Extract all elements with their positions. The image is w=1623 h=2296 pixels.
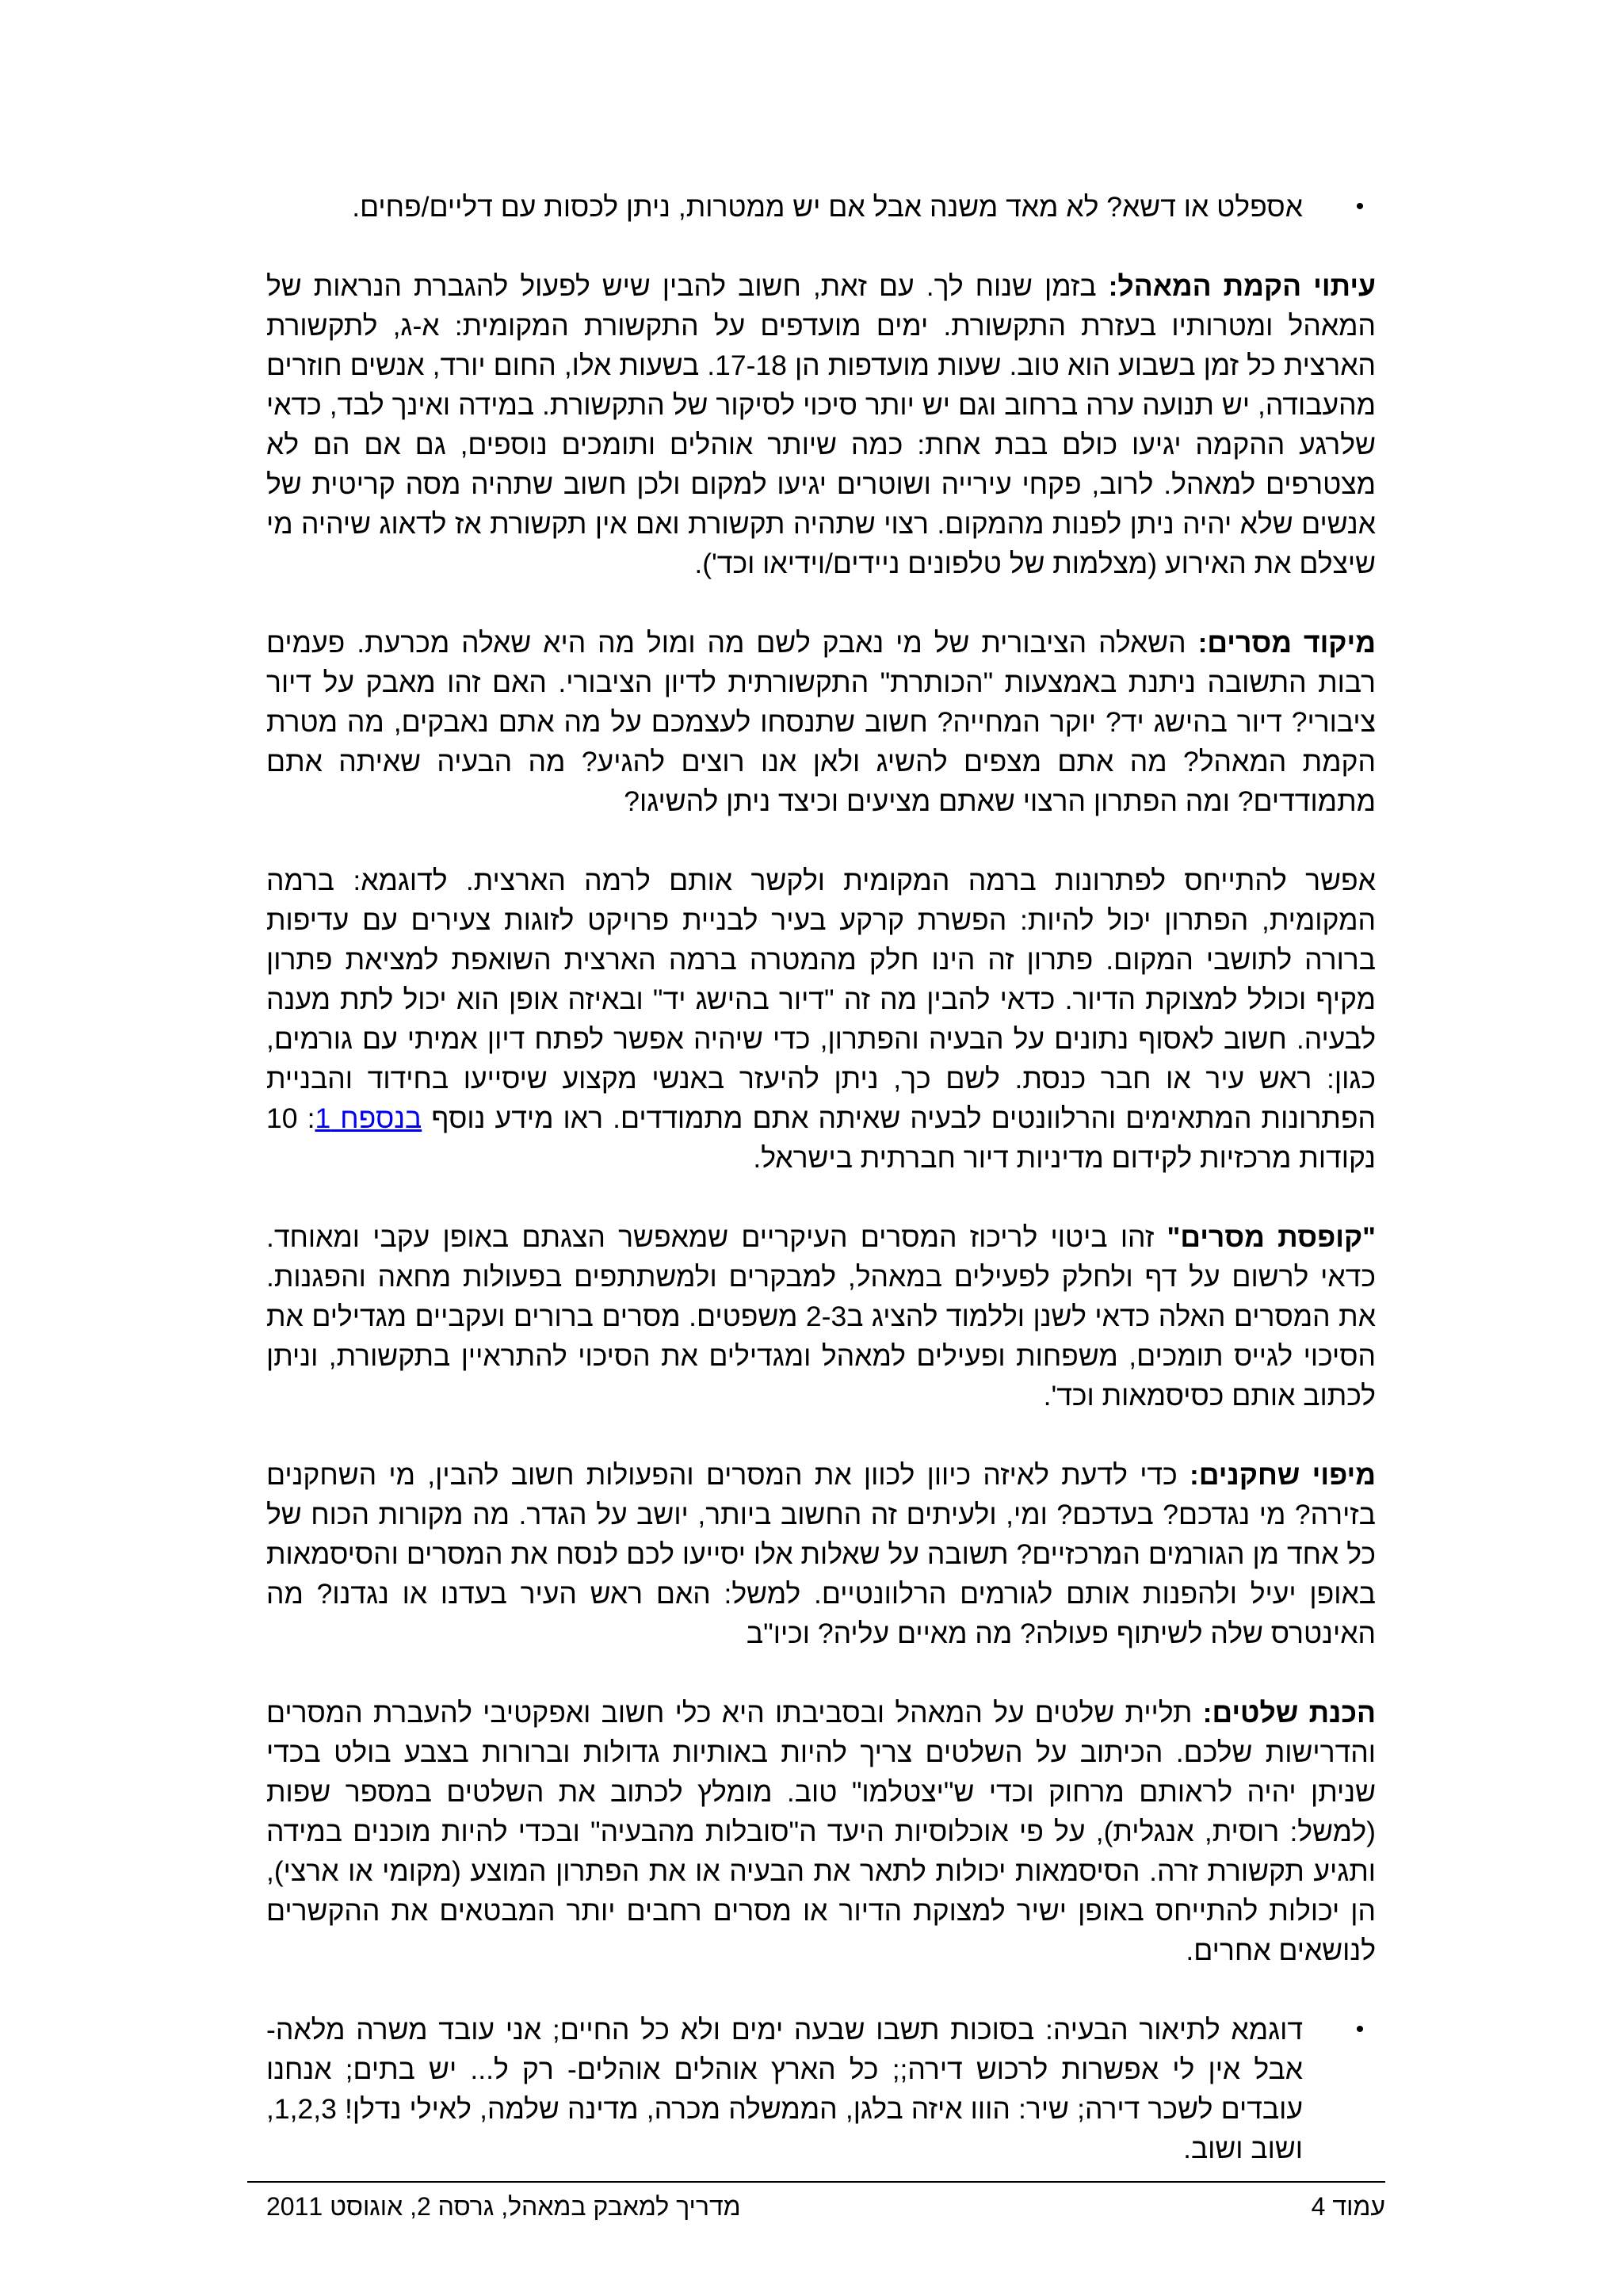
paragraph-text: תליית שלטים על המאהל ובסביבתו היא כלי חשוב ואפקטיבי להעברת המסרים והדרישות שלכם. הכיתוב על השלטים צריך להיות באותיות גדולות וברורות בצבע בולט בכדי שניתן יהיה לראותם מרחוק וכדי ש"יצטלמו" טוב. מומלץ לכתוב את השלטים במספר שפות (למשל: רוסית, אנגלית), על פי אוכלוסיות היעד ה"סובלות מהבעיה" ובכדי להיות מוכנים במידה ותגיע תקשורת זרה. הסיסמאות יכולות לתאר את הבעיה או את הפתרון המוצע (מקומי או ארצי), הן יכולות להתייחס באופן ישיר למצוקת הדיור או מסרים רחבים יותר המבטאים את ההקשרים לנושאים אחרים. (266, 1697, 1376, 1966)
paragraph-heading: הכנת שלטים: (1202, 1697, 1376, 1729)
bullet-item-surface (266, 187, 1376, 227)
paragraph-heading: מיפוי שחקנים: (1190, 1459, 1377, 1491)
bullet-icon: • (1355, 193, 1365, 220)
paragraph-text: : 10 נקודות מרכזיות לקידום מדיניות דיור חברתית בישראל. (266, 1102, 1376, 1174)
paragraph-message-box (266, 1217, 1376, 1415)
appendix-1-link[interactable]: בנספח 1 (315, 1102, 422, 1134)
bullet-text: אספלט או דשא? לא מאד משנה אבל אם יש ממטרות, ניתן לכסות עם דליים/פחים. (352, 191, 1303, 223)
paragraph-text: בזמן שנוח לך. עם זאת, חשוב להבין שיש לפעול להגברת הנראות של המאהל ומטרותיו בעזרת התקשורת. ימים מועדפים על התקשורת המקומית: א-ג, לתקשורת הארצית כל זמן בשבוע הוא טוב. שעות מועדפות הן 17-18. בשעות אלו, החום יורד, אנשים חוזרים מהעבודה, יש תנועה ערה ברחוב וגם יש יותר סיכוי לסיקור של התקשורת. במידה ואינך לבד, כדאי שלרגע ההקמה יגיעו כולם בבת אחת: כמה שיותר אוהלים ותומכים נוספים, גם אם הם לא מצטרפים למאהל. לרוב, פקחי עירייה ושוטרים יגיעו למקום ולכן חשוב שתהיה מסה קריטית של אנשים שלא יהיה ניתן לפנות מהמקום. רצוי שתהיה תקשורת ואם אין תקשורת אז לדאוג שיהיה מי שיצלם את האירוע (מצלמות של טלפונים ניידים/וידיאו וכד'). (266, 270, 1376, 579)
paragraph-heading: מיקוד מסרים: (1197, 627, 1376, 659)
paragraph-focus (266, 623, 1376, 821)
bullet-item-example (266, 2010, 1376, 2168)
paragraph-heading: "קופסת מסרים" (1167, 1221, 1376, 1253)
paragraph-timing (266, 266, 1376, 583)
paragraph-heading: עיתוי הקמת המאהל: (1108, 270, 1376, 302)
page-number: עמוד 4 (1311, 2192, 1385, 2221)
paragraph-solutions (266, 861, 1376, 1178)
page-content (266, 187, 1376, 2208)
paragraph-text: השאלה הציבורית של מי נאבק לשם מה ומול מה היא שאלה מכרעת. פעמים רבות התשובה ניתנת באמצעות "הכותרת" התקשורתית לדיון הציבורי. האם זהו מאבק על דיור ציבורי? דיור בהישג יד? יוקר המחייה? חשוב שתנסחו לעצמכם על מה אתם נאבקים, מה מטרת הקמת המאהל? מה אתם מצפים להשיג ולאן אנו רוצים להגיע? מה הבעיה שאיתה אתם מתמודדים? ומה הפתרון הרצוי שאתם מציעים וכיצד ניתן להשיגו? (266, 627, 1376, 817)
footer-divider (247, 2181, 1385, 2183)
paragraph-signs (266, 1693, 1376, 1970)
document-info: מדריך למאבק במאהל, גרסה 2, אוגוסט 2011 (266, 2192, 741, 2221)
bullet-text: דוגמא לתיאור הבעיה: בסוכות תשבו שבעה ימים ולא כל החיים; אני עובד משרה מלאה- אבל אין לי אפשרות לרכוש דירה;; כל הארץ אוהלים אוהלים- רק ל... יש בתים; אנחנו עובדים לשכר דירה; שיר: הווו איזה בלגן, הממשלה מכרה, מדינה שלמה, לאילי נדלן! 1,2,3, ושוב ושוב. (266, 2014, 1303, 2164)
paragraph-text: אפשר להתייחס לפתרונות ברמה המקומית ולקשר אותם לרמה הארצית. לדוגמא: ברמה המקומית, הפתרון יכול להיות: הפשרת קרקע בעיר לבניית פרויקט לזוגות צעירים עם עדיפות ברורה לתושבי המקום. פתרון זה הינו חלק מהמטרה ברמה הארצית השואפת למציאת פתרון מקיף וכולל למצוקת הדיור. כדאי להבין מה זה "דיור בהישג יד" ובאיזה אופן הוא יכול לתת מענה לבעיה. חשוב לאסוף נתונים על הבעיה והפתרון, כדי שיהיה אפשר לפתח דיון אמיתי עם גורמים, כגון: ראש עיר או חבר כנסת. לשם כך, ניתן להיעזר באנשי מקצוע שיסייעו בחידוד והבניית הפתרונות המתאימים והרלוונטים לבעיה שאיתה אתם מתמודדים. ראו מידע נוסף (266, 865, 1376, 1134)
paragraph-players (266, 1455, 1376, 1653)
paragraph-text: כדי לדעת לאיזה כיוון לכוון את המסרים והפעולות חשוב להבין, מי השחקנים בזירה? מי נגדכם? בעדכם? ומי, ולעיתים זה החשוב ביותר, יושב על הגדר. מה מקורות הכוח של כל אחד מן הגורמים המרכזיים? תשובה על שאלות אלו יסייעו לכם לנסח את המסרים והסיסמאות באופן יעיל ולהפנות אותם לגורמים הרלוונטיים. למשל: האם ראש העיר בעדנו או נגדנו? מה האינטרס שלה לשיתוף פעולה? מה מאיים עליה? וכיו"ב (266, 1459, 1376, 1649)
bullet-icon: • (1355, 2016, 1365, 2042)
paragraph-text: זהו ביטוי לריכוז המסרים העיקריים שמאפשר הצגתם באופן עקבי ומאוחד. כדאי לרשום על דף ולחלק לפעילים במאהל, למבקרים ולמשתתפים בפעולות מחאה והפגנות. את המסרים האלה כדאי לשנן וללמוד להציג ב2-3 משפטים. מסרים ברורים ועקביים מגדילים את הסיכוי לגייס תומכים, משפחות ופעילים למאהל ומגדילים את הסיכוי להתראיין בתקשורת, וניתן לכתוב אותם כסיסמאות וכד'. (266, 1221, 1376, 1412)
